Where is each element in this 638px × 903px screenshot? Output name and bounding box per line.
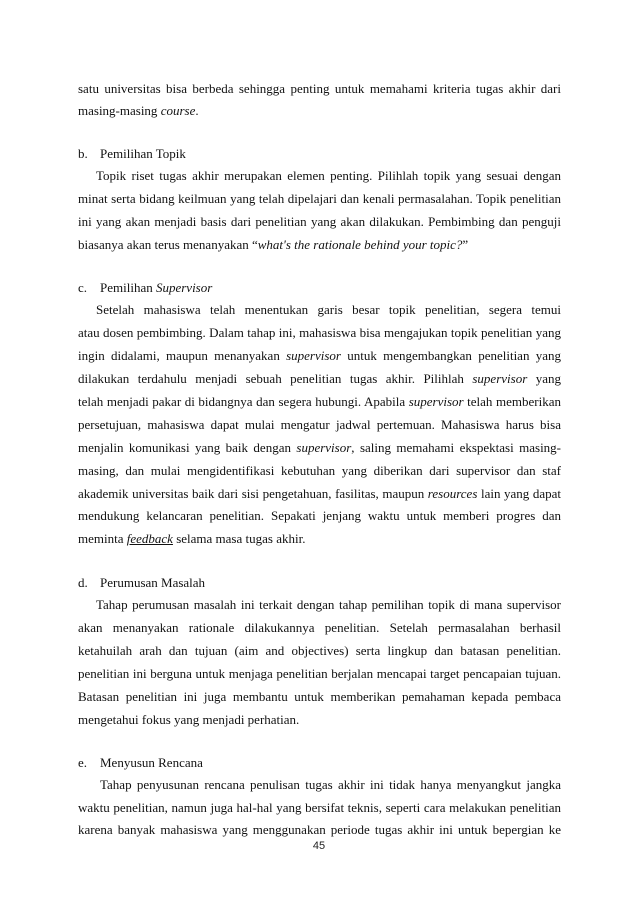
section-title: Perumusan Masalah: [100, 575, 206, 590]
paragraph-line: [78, 486, 561, 502]
italic-text-run: course: [160, 103, 196, 118]
paragraph-line: [78, 237, 561, 253]
paragraph-line: [78, 822, 561, 838]
text-run: satu universitas bisa berbeda sehingga penting untuk memahami kriteria tugas akhir dari: [78, 81, 561, 96]
text-run: ketahuilah arah dan tujuan (aim and objectives) serta lingkup dan batasan penelitian.: [78, 643, 561, 658]
paragraph-line: [78, 103, 561, 119]
paragraph-line: [78, 394, 561, 410]
section-marker: d.: [78, 575, 88, 590]
text-run: akan menanyakan rationale dilakukannya penelitian. Setelah permasalahan berhasil: [78, 620, 561, 635]
section-marker: c.: [78, 280, 88, 295]
section-title-italic: Supervisor: [155, 280, 213, 295]
paragraph-line: [78, 417, 561, 433]
text-run: masing, dan mulai mengidentifikasi kebutuhan yang diberikan dari supervisor dan staf: [78, 463, 561, 478]
page-number: 45: [312, 840, 326, 852]
paragraph-line: [78, 508, 561, 524]
text-run: Tahap penyusunan rencana penulisan tugas akhir ini tidak hanya menyangkut jangka: [100, 777, 561, 792]
text-run: akademik universitas baik dari sisi pengetahuan, fasilitas, maupun: [78, 486, 428, 501]
text-run: selama masa tugas akhir.: [172, 531, 306, 546]
italic-text-run: resources: [427, 486, 478, 501]
text-run: biasanya akan terus menanyakan “: [78, 237, 258, 252]
paragraph-line: [78, 666, 561, 682]
text-run: minat serta bidang keilmuan yang telah dipelajari dan kenali permasalahan. Topik penelitian: [78, 191, 561, 206]
text-run: Setelah mahasiswa telah menentukan garis besar topik penelitian, segera temui: [96, 302, 561, 317]
section-title: Pemilihan Topik: [100, 146, 186, 161]
text-run: Batasan penelitian ini juga membantu untuk memberikan pemahaman kepada pembaca: [78, 689, 561, 704]
italic-text-run: supervisor: [408, 394, 464, 409]
text-run: ini yang akan menjadi basis dari penelitian yang akan dilakukan. Pembimbing dan penguji: [78, 214, 561, 229]
text-run: atau dosen pembimbing. Dalam tahap ini, mahasiswa bisa mengajukan topik penelitian yang: [78, 325, 561, 340]
italic-text-run: supervisor: [296, 440, 352, 455]
section-heading-c: [78, 280, 561, 296]
paragraph-line: [78, 440, 561, 456]
text-run: dilakukan terdahulu menjadi sebuah penelitian tugas akhir. Pilihlah: [78, 371, 473, 386]
text-run: .: [195, 103, 199, 118]
italic-text-run: what's the rationale behind your topic?: [257, 237, 463, 252]
paragraph-line: [78, 81, 561, 97]
paragraph-line: [78, 643, 561, 659]
paragraph-line: [78, 191, 561, 207]
text-run: ingin didalami, maupun menanyakan: [78, 348, 287, 363]
paragraph-line: [78, 214, 561, 230]
text-run: penelitian ini berguna untuk menjaga penelitian berjalan mencapai target pencapaian tujuan.: [78, 666, 561, 681]
text-run: waktu penelitian, namun juga hal-hal yang bersifat teknis, seperti cara melakukan penelitian: [78, 800, 561, 815]
paragraph-line: [78, 689, 561, 705]
paragraph-line: [96, 168, 561, 184]
section-marker: b.: [78, 146, 88, 161]
section-marker: e.: [78, 755, 88, 770]
paragraph-line: [78, 325, 561, 341]
italic-text-run: supervisor: [472, 371, 528, 386]
text-run: lain yang dapat: [477, 486, 561, 501]
text-run: mendukung kelancaran penelitian. Sepakati jenjang waktu untuk memberi progres dan: [78, 508, 561, 523]
paragraph-line: [78, 463, 561, 479]
text-run: menjalin komunikasi yang baik dengan: [78, 440, 297, 455]
text-run: karena banyak mahasiswa yang menggunakan periode tugas akhir ini untuk bepergian ke: [78, 822, 561, 837]
text-run: Tahap perumusan masalah ini terkait dengan tahap pemilihan topik di mana supervisor: [96, 597, 561, 612]
paragraph-line: [78, 800, 561, 816]
text-run: untuk mengembangkan penelitian yang: [347, 348, 561, 363]
section-heading-e: [78, 755, 561, 771]
paragraph-line: [78, 620, 561, 636]
italic-text-run: supervisor: [286, 348, 341, 363]
text-run: , saling memahami ekspektasi masing-: [351, 440, 561, 455]
paragraph-line: [78, 371, 561, 387]
section-heading-b: [78, 146, 561, 162]
text-run: ”: [462, 237, 469, 252]
paragraph-line: [96, 302, 561, 318]
text-run: telah memberikan: [463, 394, 561, 409]
text-run: telah menjadi pakar di bidangnya dan segera hubungi. Apabila: [78, 394, 409, 409]
paragraph-line: [78, 348, 561, 364]
section-title: Pemilihan: [100, 280, 156, 295]
text-run: persetujuan, mahasiswa dapat mulai mengatur jadwal pertemuan. Mahasiswa harus bisa: [78, 417, 561, 432]
text-run: mengetahui fokus yang menjadi perhatian.: [78, 712, 300, 727]
text-run: yang: [535, 371, 561, 386]
paragraph-line: [100, 777, 561, 793]
section-title: Menyusun Rencana: [100, 755, 203, 770]
italic-text-run: feedback: [126, 531, 173, 546]
text-run: masing-masing: [78, 103, 161, 118]
paragraph-line: [78, 712, 561, 728]
paragraph-line: [78, 531, 561, 547]
section-heading-d: [78, 575, 561, 591]
paragraph-line: [96, 597, 561, 613]
text-run: meminta: [78, 531, 127, 546]
text-run: Topik riset tugas akhir merupakan elemen penting. Pilihlah topik yang sesuai dengan: [96, 168, 561, 183]
